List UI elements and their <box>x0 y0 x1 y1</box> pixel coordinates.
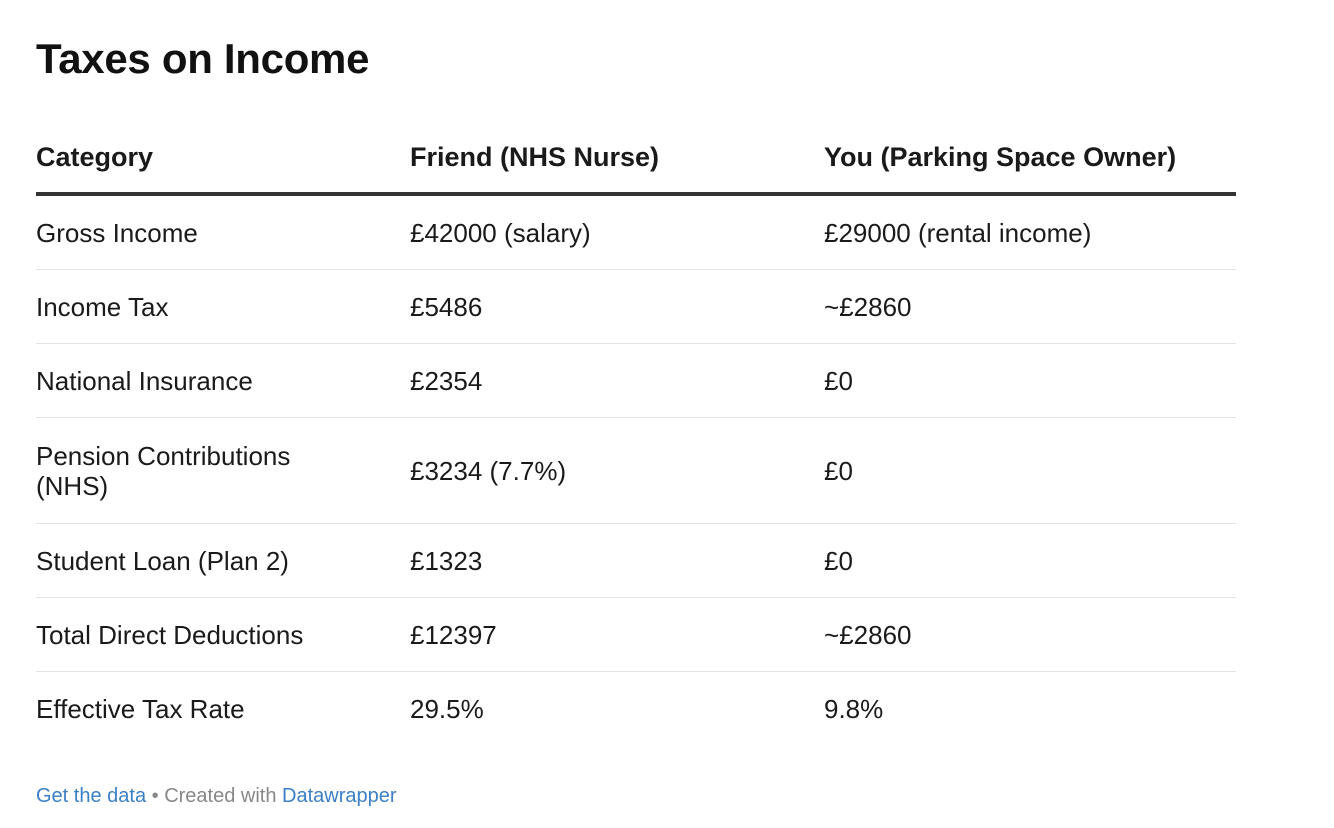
table-row <box>36 194 1236 270</box>
table-cell-you: £29000 (rental income) <box>824 194 1236 270</box>
column-header-category[interactable]: Category <box>36 122 410 194</box>
table-cell-you: ~£2860 <box>824 270 1236 344</box>
get-data-link[interactable]: Get the data <box>36 785 147 807</box>
table-cell-friend: £2354 <box>410 344 824 418</box>
footer-separator: • <box>146 785 165 807</box>
table-cell-friend: £42000 (salary) <box>410 194 824 270</box>
table-cell-you: £0 <box>824 418 1236 524</box>
table-row <box>36 524 1236 598</box>
table-cell-you: £0 <box>824 524 1236 598</box>
table-cell-category <box>36 418 410 524</box>
table-cell-you: £0 <box>824 344 1236 418</box>
table-cell-category: Gross Income <box>36 194 410 270</box>
chart-footer <box>36 783 397 809</box>
table-cell-friend: £3234 (7.7%) <box>410 418 824 524</box>
chart-title: Taxes on Income <box>36 35 370 82</box>
table-cell-category: National Insurance <box>36 344 410 418</box>
table-cell-you: ~£2860 <box>824 598 1236 672</box>
table-cell-friend: £12397 <box>410 598 824 672</box>
table-cell-category-text: Pension Contributions (NHS) <box>36 440 291 501</box>
table-row <box>36 418 1236 524</box>
table-row <box>36 344 1236 418</box>
table-row <box>36 598 1236 672</box>
data-table <box>36 122 1236 745</box>
datawrapper-link[interactable]: Datawrapper <box>282 785 397 807</box>
table-row <box>36 672 1236 746</box>
table-cell-friend: 29.5% <box>410 693 484 724</box>
table-cell-friend: £1323 <box>410 524 824 598</box>
column-header-you[interactable]: You (Parking Space Owner) <box>824 122 1236 194</box>
table-cell-friend: £5486 <box>410 270 824 344</box>
table-cell-category: Income Tax <box>36 270 410 344</box>
table-row <box>36 270 1236 344</box>
table-cell-category: Effective Tax Rate <box>36 693 245 724</box>
column-header-friend[interactable]: Friend (NHS Nurse) <box>410 122 824 194</box>
table-cell-you: 9.8% <box>824 693 884 724</box>
table-cell-category: Student Loan (Plan 2) <box>36 524 410 598</box>
table-header-row <box>36 122 1236 194</box>
table-cell-category: Total Direct Deductions <box>36 598 410 672</box>
created-with-text: Created with <box>164 785 283 807</box>
